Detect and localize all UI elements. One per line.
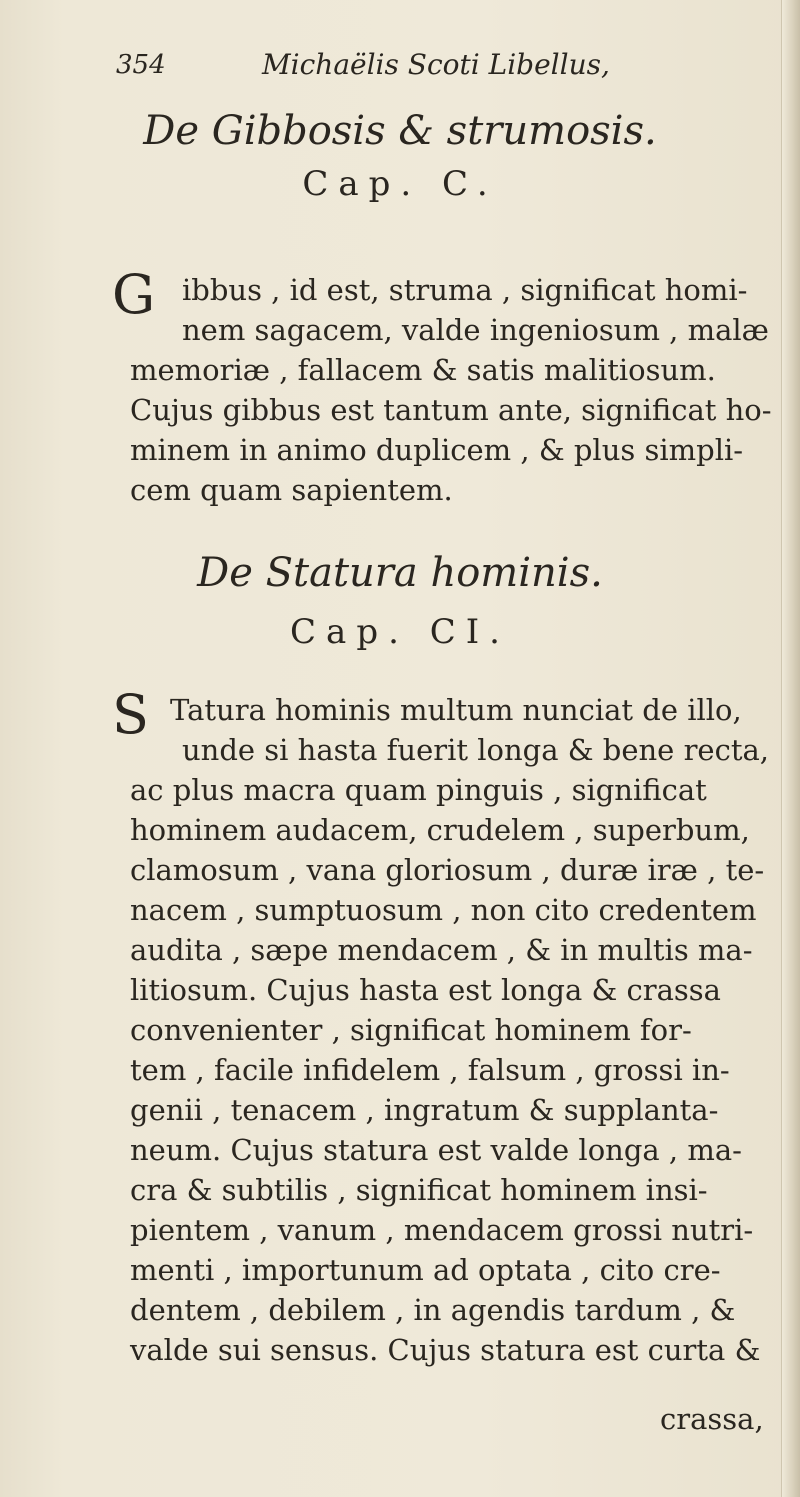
page-gutter bbox=[781, 0, 800, 1497]
text-line: pientem , vanum , mendacem grossi nutri- bbox=[130, 1213, 754, 1247]
text-line: tem , facile infidelem , falsum , grossi in- bbox=[130, 1053, 730, 1087]
text-line: audita , sæpe mendacem , & in multis ma- bbox=[130, 933, 753, 967]
text-line: cem quam sapientem. bbox=[130, 473, 453, 507]
text-line: dentem , debilem , in agendis tardum , & bbox=[130, 1293, 736, 1327]
text-line: clamosum , vana gloriosum , duræ iræ , te- bbox=[130, 853, 765, 887]
text-line: Tatura hominis multum nunciat de illo, bbox=[170, 693, 742, 727]
catchword: crassa, bbox=[660, 1402, 764, 1436]
text-line: litiosum. Cujus hasta est longa & crassa bbox=[130, 973, 721, 1007]
text-line: neum. Cujus statura est valde longa , ma- bbox=[130, 1133, 742, 1167]
text-line: ac plus macra quam pinguis , significat bbox=[130, 773, 707, 807]
chapter-number-c: Cap. C. bbox=[302, 164, 498, 204]
text-line: nem sagacem, valde ingeniosum , malæ bbox=[182, 313, 769, 347]
chapter-c-text bbox=[130, 270, 770, 510]
drop-cap-g: G bbox=[112, 263, 156, 326]
text-line: valde sui sensus. Cujus statura est curta & bbox=[130, 1333, 761, 1367]
drop-cap-s: S bbox=[112, 683, 149, 746]
text-line: cra & subtilis , significat hominem insi- bbox=[130, 1173, 708, 1207]
page-header bbox=[116, 46, 656, 86]
text-line: Cujus gibbus est tantum ante, significat ho- bbox=[130, 393, 772, 427]
text-line: ibbus , id est, struma , significat homi- bbox=[182, 273, 748, 307]
chapter-ci-text bbox=[130, 690, 770, 1370]
chapter-number-ci: Cap. CI. bbox=[290, 612, 510, 652]
text-line: minem in animo duplicem , & plus simpli- bbox=[130, 433, 744, 467]
text-line: hominem audacem, crudelem , superbum, bbox=[130, 813, 750, 847]
chapter-title-statura: De Statura hominis. bbox=[197, 550, 603, 596]
running-head: Michaëlis Scoti Libellus, bbox=[262, 48, 610, 81]
text-line: nacem , sumptuosum , non cito credentem bbox=[130, 893, 757, 927]
text-line: convenienter , significat hominem for- bbox=[130, 1013, 692, 1047]
text-line: menti , importunum ad optata , cito cre- bbox=[130, 1253, 721, 1287]
chapter-title-gibbosis: De Gibbosis & strumosis. bbox=[143, 108, 657, 154]
text-line: unde si hasta fuerit longa & bene recta, bbox=[182, 733, 769, 767]
page-number: 354 bbox=[116, 50, 166, 80]
text-line: memoriæ , fallacem & satis malitiosum. bbox=[130, 353, 716, 387]
text-line: genii , tenacem , ingratum & supplanta- bbox=[130, 1093, 719, 1127]
